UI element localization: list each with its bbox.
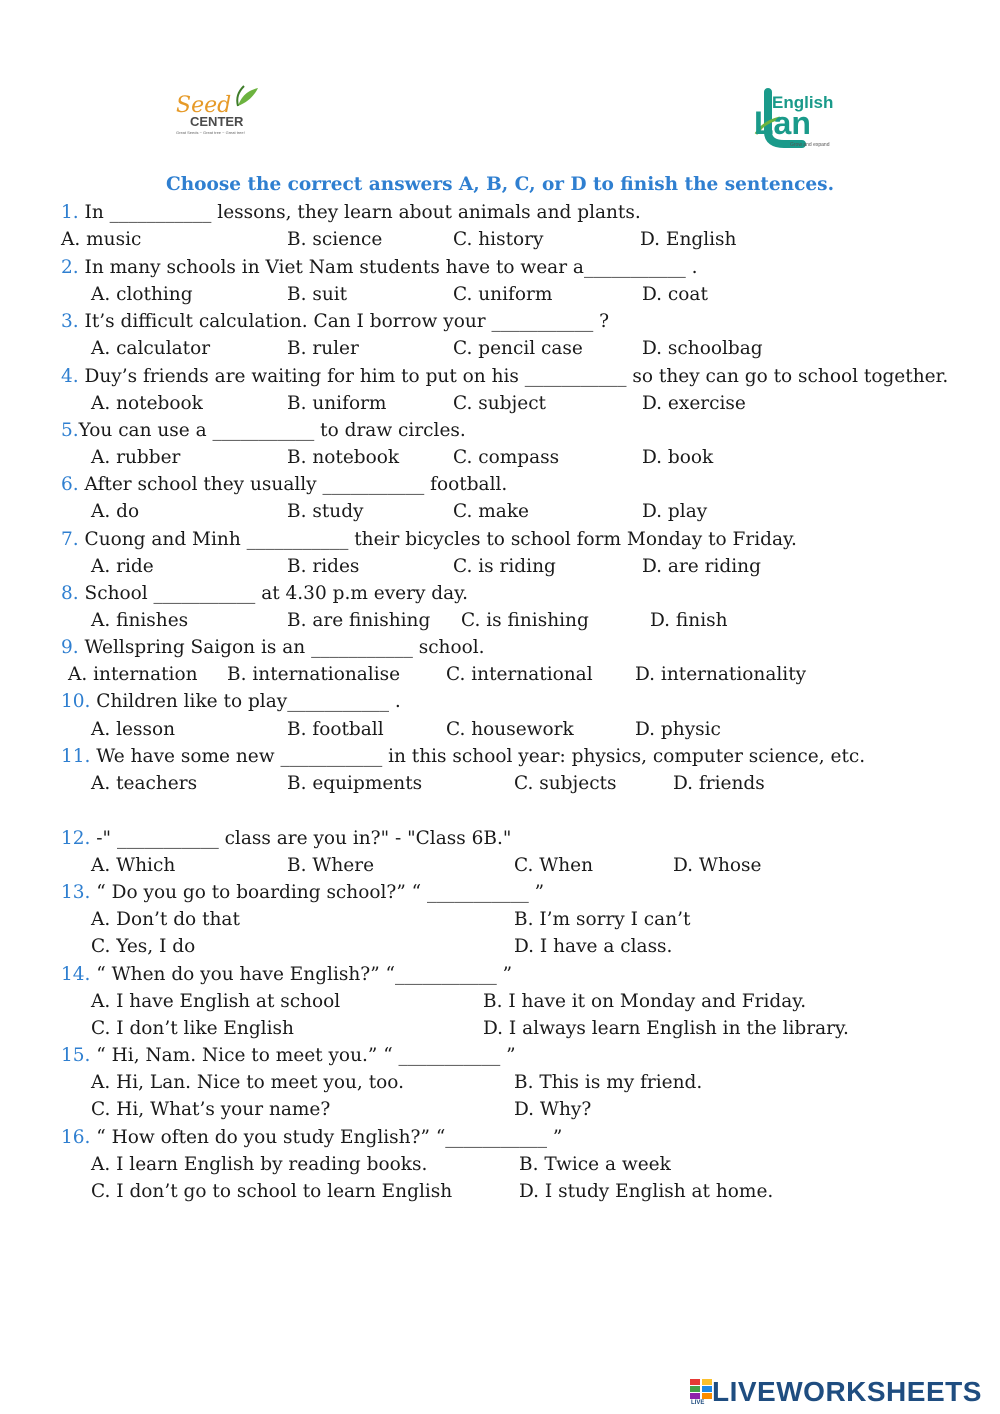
question-text: In many schools in Viet Nam students have to wear a___________ . (78, 257, 698, 278)
option-b[interactable]: B. I have it on Monday and Friday. (483, 991, 807, 1012)
seed-logo-tagline: Great Seeds ~ Great tree ~ Great tree! (176, 130, 245, 135)
question-10 (61, 690, 401, 714)
option-a[interactable]: A. I learn English by reading books. (91, 1154, 428, 1175)
option-d[interactable]: D. physic (635, 719, 721, 740)
question-5 (61, 419, 466, 443)
seed-logo-top: Seed (176, 93, 232, 118)
option-a[interactable]: A. music (61, 229, 142, 250)
option-b[interactable]: B. This is my friend. (514, 1072, 703, 1093)
option-c[interactable]: C. I don’t like English (91, 1018, 294, 1039)
option-d[interactable]: D. coat (642, 284, 708, 305)
question-number: 11. (61, 746, 91, 767)
question-16 (61, 1126, 562, 1150)
option-a[interactable]: A. notebook (91, 393, 203, 414)
option-c[interactable]: C. make (453, 501, 529, 522)
option-a[interactable]: A. I have English at school (91, 991, 341, 1012)
lan-logo-english: English (772, 93, 834, 112)
question-number: 9. (61, 637, 79, 658)
option-a[interactable]: A. Don’t do that (91, 909, 240, 930)
question-number: 15. (61, 1045, 91, 1066)
option-a[interactable]: A. teachers (91, 773, 198, 794)
option-b[interactable]: B. Twice a week (519, 1154, 671, 1175)
question-number: 3. (61, 311, 79, 332)
option-a[interactable]: A. lesson (91, 719, 176, 740)
question-number: 12. (61, 828, 91, 849)
option-d[interactable]: D. English (640, 229, 737, 250)
question-number: 6. (61, 474, 79, 495)
option-c[interactable]: C. uniform (453, 284, 553, 305)
question-number: 13. (61, 882, 91, 903)
option-c[interactable]: C. is riding (453, 556, 556, 577)
option-b[interactable]: B. uniform (287, 393, 387, 414)
question-number: 2. (61, 257, 79, 278)
question-text: “ When do you have English?” “___________ ” (90, 964, 513, 985)
option-d[interactable]: D. friends (673, 773, 765, 794)
question-text: School ___________ at 4.30 p.m every day. (78, 583, 469, 604)
option-a[interactable]: A. clothing (91, 284, 193, 305)
question-text: After school they usually ___________ football. (78, 474, 508, 495)
question-15 (61, 1044, 516, 1068)
option-d[interactable]: D. finish (650, 610, 728, 631)
option-b[interactable]: B. study (287, 501, 364, 522)
option-c[interactable]: C. housework (446, 719, 574, 740)
option-d[interactable]: D. Whose (673, 855, 762, 876)
option-d[interactable]: D. are riding (642, 556, 761, 577)
question-number: 4. (61, 366, 79, 387)
option-a[interactable]: A. rubber (91, 447, 181, 468)
option-c[interactable]: C. Hi, What’s your name? (91, 1099, 331, 1120)
lan-logo-main: Lan (754, 105, 811, 141)
question-number: 1. (61, 202, 79, 223)
option-c[interactable]: C. international (446, 664, 593, 685)
option-b[interactable]: B. suit (287, 284, 348, 305)
question-text: In ___________ lessons, they learn about animals and plants. (78, 202, 641, 223)
question-text: It’s difficult calculation. Can I borrow your ___________ ? (78, 311, 610, 332)
option-d[interactable]: D. I always learn English in the library. (483, 1018, 849, 1039)
liveworksheets-badge-icon (690, 1379, 712, 1405)
seed-logo-bottom: CENTER (190, 114, 244, 129)
option-c[interactable]: C. When (514, 855, 594, 876)
option-a[interactable]: A. do (91, 501, 140, 522)
question-text: “ How often do you study English?” “___________ ” (90, 1127, 563, 1148)
option-c[interactable]: C. subject (453, 393, 546, 414)
option-c[interactable]: C. compass (453, 447, 560, 468)
option-d[interactable]: D. schoolbag (642, 338, 763, 359)
question-13 (61, 881, 544, 905)
option-b[interactable]: B. notebook (287, 447, 400, 468)
question-3 (61, 310, 609, 334)
liveworksheets-brand[interactable] (690, 1376, 982, 1408)
liveworksheets-badge-text: LIVE (691, 1400, 705, 1405)
option-b[interactable]: B. football (287, 719, 384, 740)
question-9 (61, 636, 485, 660)
option-b[interactable]: B. ruler (287, 338, 359, 359)
option-d[interactable]: D. book (642, 447, 714, 468)
option-b[interactable]: B. rides (287, 556, 360, 577)
lan-logo-tagline: Grow and expand (790, 142, 830, 148)
option-a[interactable]: A. Hi, Lan. Nice to meet you, too. (91, 1072, 404, 1093)
option-c[interactable]: C. subjects (514, 773, 617, 794)
option-a[interactable]: A. calculator (91, 338, 211, 359)
question-text: -" ___________ class are you in?" - "Class 6B." (90, 828, 512, 849)
question-4 (61, 365, 948, 389)
question-text: “ Hi, Nam. Nice to meet you.” “ ___________ ” (90, 1045, 516, 1066)
question-text: We have some new ___________ in this school year: physics, computer science, etc. (90, 746, 866, 767)
instruction-heading: Choose the correct answers A, B, C, or D to finish the sentences. (165, 174, 835, 195)
question-text: Duy’s friends are waiting for him to put on his ___________ so they can go to school together. (78, 366, 949, 387)
option-d[interactable]: D. internationality (635, 664, 807, 685)
option-a[interactable]: A. internation (68, 664, 198, 685)
question-7 (61, 528, 797, 552)
question-14 (61, 963, 512, 987)
option-b[interactable]: B. Where (287, 855, 375, 876)
option-c[interactable]: C. is finishing (461, 610, 589, 631)
option-c[interactable]: C. I don’t go to school to learn English (91, 1181, 453, 1202)
option-d[interactable]: D. exercise (642, 393, 746, 414)
question-number: 8. (61, 583, 79, 604)
option-d[interactable]: D. Why? (514, 1099, 592, 1120)
option-b[interactable]: B. equipments (287, 773, 423, 794)
question-text: Cuong and Minh ___________ their bicycles to school form Monday to Friday. (78, 529, 797, 550)
question-number: 7. (61, 529, 79, 550)
question-text: Children like to play___________ . (90, 691, 401, 712)
question-number: 5. (61, 420, 79, 441)
option-c[interactable]: C. Yes, I do (91, 936, 196, 957)
option-a[interactable]: A. ride (91, 556, 154, 577)
english-lan-logo (746, 88, 842, 150)
option-c[interactable]: C. history (453, 229, 544, 250)
option-d[interactable]: D. I study English at home. (519, 1181, 774, 1202)
question-11 (61, 745, 865, 769)
question-number: 10. (61, 691, 91, 712)
option-c[interactable]: C. pencil case (453, 338, 583, 359)
option-d[interactable]: D. play (642, 501, 708, 522)
option-b[interactable]: B. are finishing (287, 610, 431, 631)
option-d[interactable]: D. I have a class. (514, 936, 673, 957)
question-8 (61, 582, 468, 606)
option-a[interactable]: A. finishes (91, 610, 189, 631)
option-b[interactable]: B. I’m sorry I can’t (514, 909, 691, 930)
liveworksheets-wordmark: LIVEWORKSHEETS (712, 1376, 982, 1407)
question-number: 16. (61, 1127, 91, 1148)
question-text: “ Do you go to boarding school?” “ ___________ ” (90, 882, 545, 903)
question-text: You can use a ___________ to draw circles. (78, 420, 466, 441)
seed-center-logo (172, 84, 264, 138)
question-number: 14. (61, 964, 91, 985)
question-6 (61, 473, 507, 497)
question-text: Wellspring Saigon is an ___________ school. (78, 637, 485, 658)
option-b[interactable]: B. science (287, 229, 383, 250)
question-2 (61, 256, 697, 280)
option-b[interactable]: B. internationalise (227, 664, 401, 685)
option-a[interactable]: A. Which (91, 855, 176, 876)
question-12 (61, 827, 511, 851)
question-1 (61, 201, 641, 225)
